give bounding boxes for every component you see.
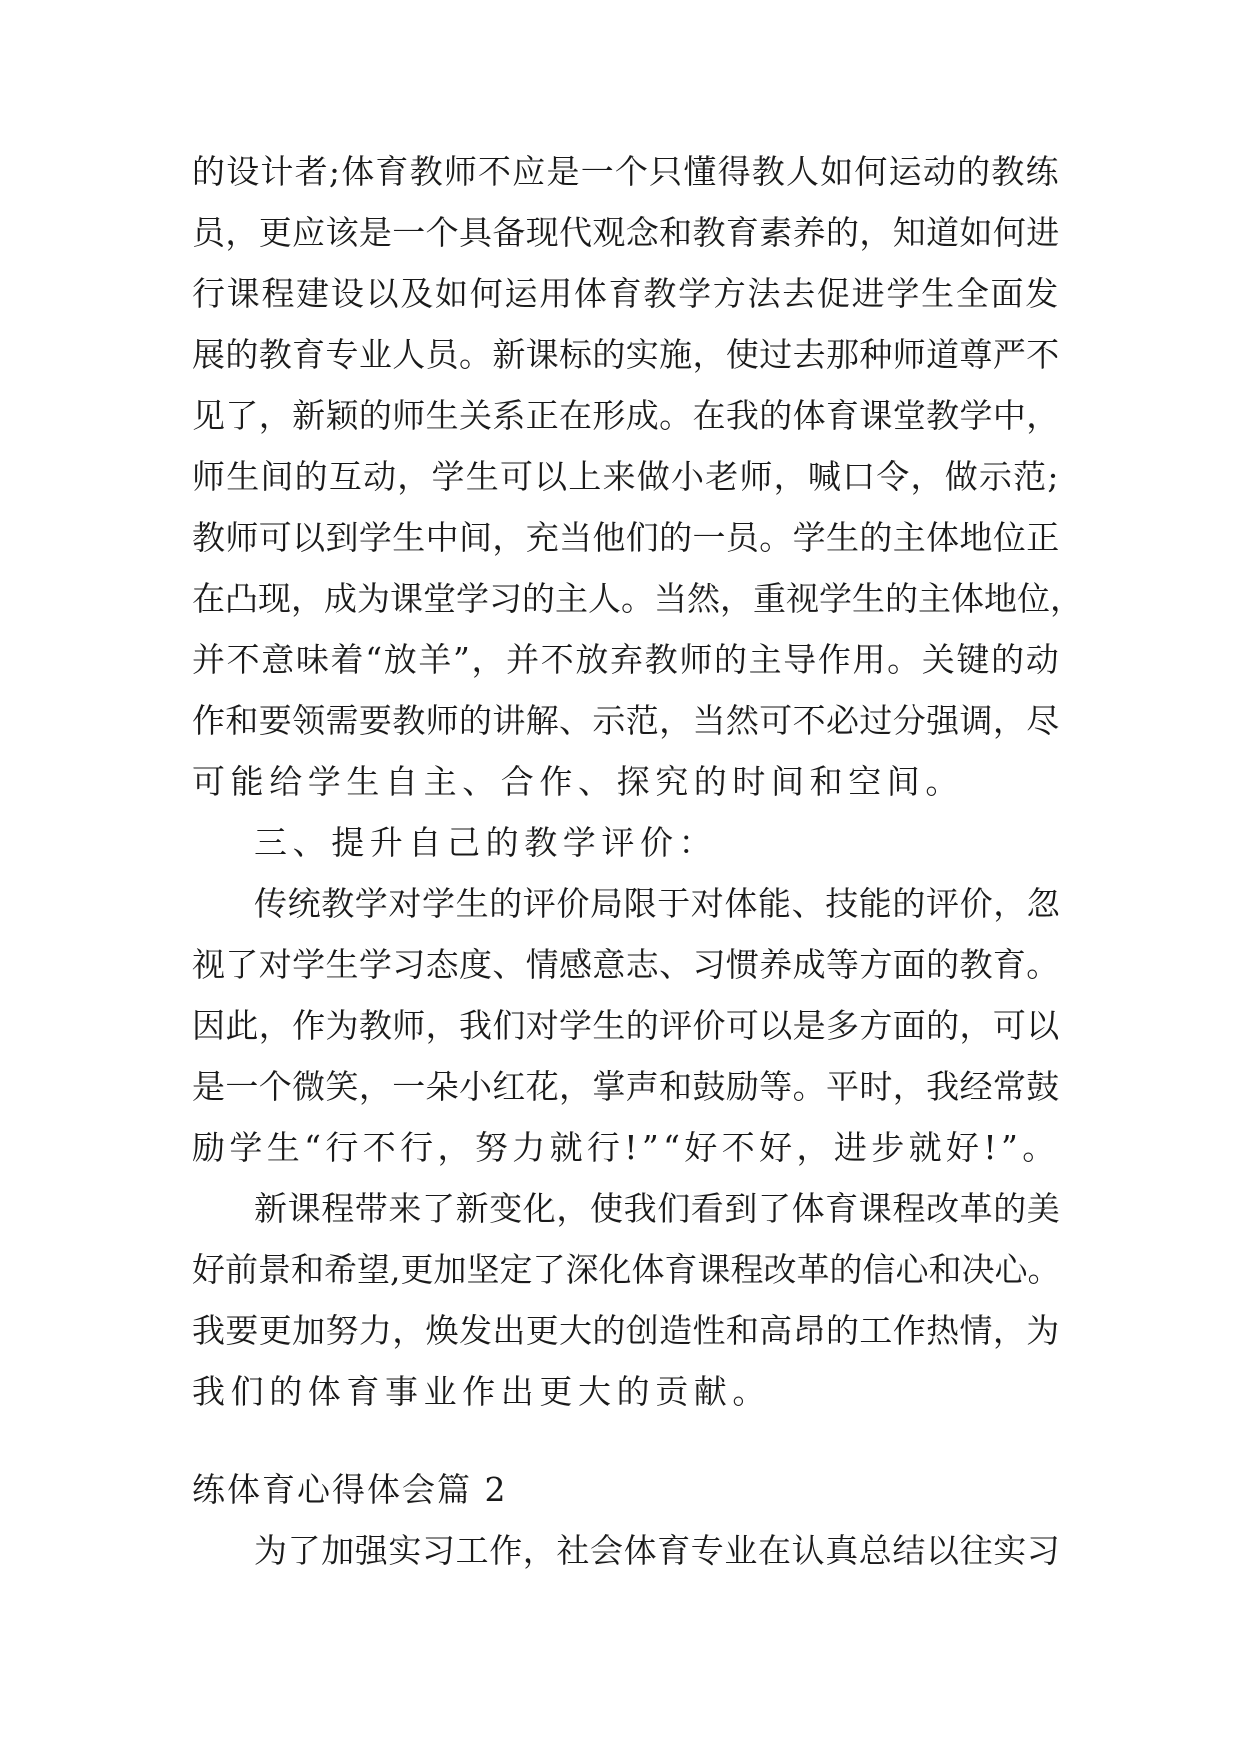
body-text-line: 好前景和希望,更加坚定了深化体育课程改革的信心和决心。 xyxy=(192,1250,1061,1289)
body-text-line: 可能给学生自主、合作、探究的时间和空间。 xyxy=(192,762,964,801)
body-text-line: 并不意味着“放羊”，并不放弃教师的主导作用。关键的动 xyxy=(192,640,1061,679)
body-text-line: 师生间的互动，学生可以上来做小老师，喊口令，做示范; xyxy=(192,457,1060,496)
body-text-line: 励学生“行不行，努力就行!”“好不好，进步就好!”。 xyxy=(192,1128,1060,1167)
section-heading: 三、提升自己的教学评价： xyxy=(254,823,718,862)
body-text-line: 员，更应该是一个具备现代观念和教育素养的，知道如何进 xyxy=(192,213,1060,252)
body-text-line: 为了加强实习工作，社会体育专业在认真总结以往实习 xyxy=(254,1531,1061,1570)
body-text-line: 视了对学生学习态度、情感意志、习惯养成等方面的教育。 xyxy=(192,945,1060,984)
body-text-line: 教师可以到学生中间，充当他们的一员。学生的主体地位正 xyxy=(192,518,1060,557)
body-text-line: 在凸现，成为课堂学习的主人。当然，重视学生的主体地位， xyxy=(192,579,1083,618)
body-text-line: 是一个微笑，一朵小红花，掌声和鼓励等。平时，我经常鼓 xyxy=(192,1067,1060,1106)
body-text-line: 我要更加努力，焕发出更大的创造性和高昂的工作热情，为 xyxy=(192,1311,1060,1350)
body-text-line: 我们的体育事业作出更大的贡献。 xyxy=(192,1372,771,1411)
body-text-line: 因此，作为教师，我们对学生的评价可以是多方面的，可以 xyxy=(192,1006,1060,1045)
body-text-line: 见了，新颖的师生关系正在形成。在我的体育课堂教学中， xyxy=(192,396,1060,435)
body-text-line: 行课程建设以及如何运用体育教学方法去促进学生全面发 xyxy=(192,274,1060,313)
body-text-line: 传统教学对学生的评价局限于对体能、技能的评价，忽 xyxy=(254,884,1061,923)
body-text-line: 的设计者;体育教师不应是一个只懂得教人如何运动的教练 xyxy=(192,152,1060,191)
body-text-line: 展的教育专业人员。新课标的实施，使过去那种师道尊严不 xyxy=(192,335,1060,374)
body-text-line: 作和要领需要教师的讲解、示范，当然可不必过分强调，尽 xyxy=(192,701,1060,740)
article-title: 练体育心得体会篇 2 xyxy=(192,1470,508,1509)
body-text-line: 新课程带来了新变化，使我们看到了体育课程改革的美 xyxy=(254,1189,1061,1228)
